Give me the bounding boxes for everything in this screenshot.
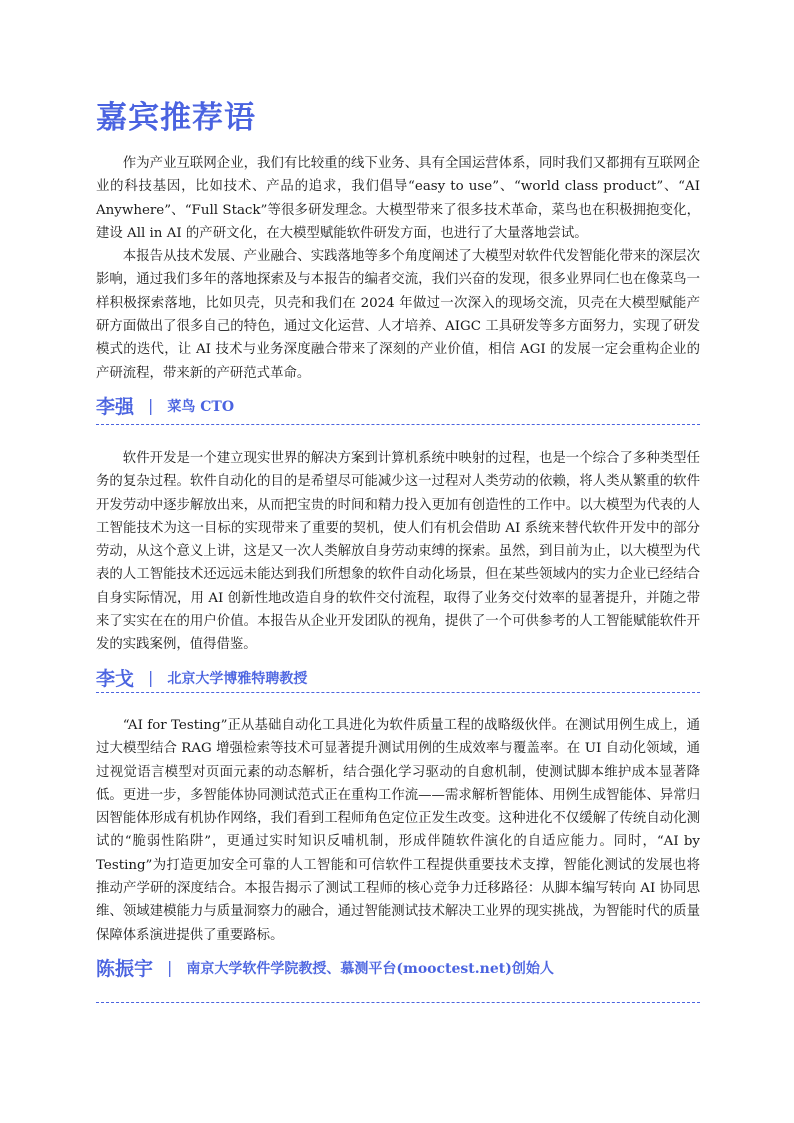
- signature: [96, 663, 700, 693]
- dashed-divider: [96, 1002, 700, 1003]
- signature-name: 李强: [96, 396, 135, 419]
- signature: [96, 953, 700, 983]
- recommendation-paragraph: 作为产业互联网企业，我们有比较重的线下业务、具有全国运营体系，同时我们又都拥有互联网企业的科技基因，比如技术、产品的追求，我们倡导“easy to use”、“world class product”、“AI Anywhere”、“Full Stack”等很多研发理念。大模型带来了很多技术革命，菜鸟也在积极拥抱变化，建设 All in AI 的产研文化，在大模型赋能软件研发方面，也进行了大量落地尝试。: [96, 156, 700, 241]
- recommendation-paragraph: 本报告从技术发展、产业融合、实践落地等多个角度阐述了大模型对软件代发智能化带来的深层次影响，通过我们多年的落地探索及与本报告的编者交流，我们兴奋的发现，很多业界同仁也在像菜鸟一样积极探索落地，比如贝壳，贝壳和我们在 2024 年做过一次深入的现场交流，贝壳在大模型赋能产研方面做出了很多自己的特色，通过文化运营、人才培养、AIGC 工具研发等多方面努力，实现了研发模式的迭代，让 AI 技术与业务深度融合带来了深刻的产业价值，相信 AGI 的发展一定会重构企业的产研流程，带来新的产研范式革命。: [96, 249, 700, 381]
- recommendation-paragraph: 软件开发是一个建立现实世界的解决方案到计算机系统中映射的过程，也是一个综合了多种类型任务的复杂过程。软件自动化的目的是希望尽可能减少这一过程对人类劳动的依赖，将人类从繁重的软件开发劳动中逐步解放出来，从而把宝贵的时间和精力投入更加有创造性的工作中。以大模型为代表的人工智能技术为这一目标的实现带来了重要的契机，使人们有机会借助 AI 系统来替代软件开发中的部分劳动，从这个意义上讲，这是又一次人类解放自身劳动束缚的探索。虽然，到目前为止，以大模型为代表的人工智能技术还远远未能达到我们所想象的软件自动化场景，但在某些领域内的实力企业已经结合自身实际情况，用 AI 创新性地改造自身的软件交付流程，取得了业务交付效率的显著提升，并随之带来了实实在在的用户价值。本报告从企业开发团队的视角，提供了一个可供参考的人工智能赋能软件开发的实践案例，值得借鉴。: [96, 451, 700, 653]
- signature-separator: |: [148, 396, 154, 416]
- recommendation-section-3: [96, 714, 700, 983]
- signature-title: 南京大学软件学院教授、慕测平台(mooctest.net)创始人: [186, 960, 554, 977]
- dashed-divider: [96, 692, 700, 693]
- signature-name: 李戈: [96, 668, 135, 691]
- signature: [96, 391, 700, 421]
- page-title: 嘉宾推荐语: [96, 100, 256, 136]
- signature-title: 菜鸟 CTO: [167, 398, 235, 415]
- recommendation-section-1: [96, 152, 700, 421]
- dashed-divider: [96, 424, 700, 425]
- recommendation-section-2: [96, 447, 700, 693]
- signature-separator: |: [167, 958, 173, 978]
- recommendation-paragraph: “AI for Testing”正从基础自动化工具进化为软件质量工程的战略级伙伴。在测试用例生成上，通过大模型结合 RAG 增强检索等技术可显著提升测试用例的生成效率与覆盖率。在 UI 自动化领域，通过视觉语言模型对页面元素的动态解析，结合强化学习驱动的自愈机制，使测试脚本维护成本显著降低。更进一步，多智能体协同测试范式正在重构工作流——需求解析智能体、用例生成智能体、异常归因智能体形成有机协作网络，我们看到工程师角色定位正发生改变。这种进化不仅缓解了传统自动化测试的“脆弱性陷阱”，更通过实时知识反哺机制，形成伴随软件演化的自适应能力。同时，“AI by Testing”为打造更加安全可靠的人工智能和可信软件工程提供重要技术支撑，智能化测试的发展也将推动产学研的深度结合。本报告揭示了测试工程师的核心竞争力迁移路径：从脚本编写转向 AI 协同思维、领域建模能力与质量洞察力的融合，通过智能测试技术解决工业界的现实挑战，为智能时代的质量保障体系演进提供了重要路标。: [96, 718, 700, 943]
- signature-name: 陈振宇: [96, 958, 154, 981]
- signature-separator: |: [148, 668, 154, 688]
- signature-title: 北京大学博雅特聘教授: [167, 670, 308, 687]
